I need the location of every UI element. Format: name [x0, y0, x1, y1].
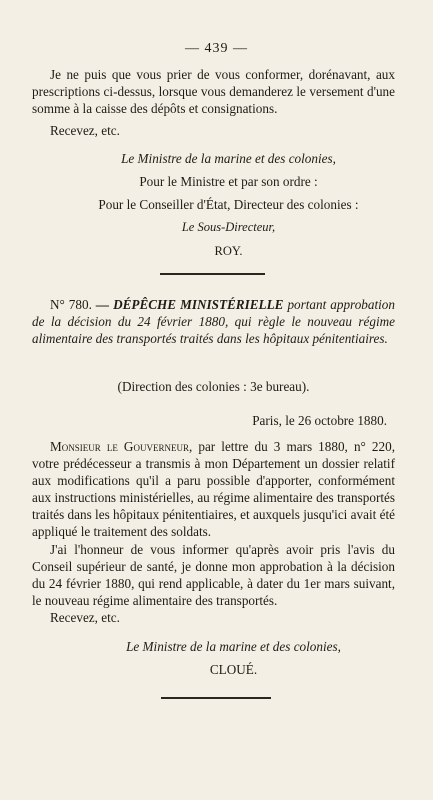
letter1-paragraph: Je ne puis que vous prier de vous conformer, dorénavant, aux prescriptions ci-dessus, lorsque vous demanderez le versement d'une somme à la caisse des dépôts et consignations. — [32, 67, 395, 116]
letter2-salutation: Monsieur le Gouverneur, — [50, 439, 193, 454]
page-number: — 439 — — [185, 41, 248, 56]
section-divider — [160, 273, 265, 275]
letter1-signature-title: Le Ministre de la marine et des colonies, — [121, 151, 336, 166]
letter2-title-rest: portant approbation de la décision du 24 février 1880, qui règle le nouveau régime alimentaire des transportés traités dans les hôpitaux pénitentiaires. — [32, 297, 395, 346]
letter1-signature-line3: Pour le Conseiller d'État, Directeur des colonies : — [98, 197, 359, 212]
letter2-direction: (Direction des colonies : 3e bureau). — [117, 379, 310, 394]
letter1-signature-line2: Pour le Ministre et par son ordre : — [139, 174, 318, 189]
letter2-paragraph2: J'ai l'honneur de vous informer qu'après avoir pris l'avis du Conseil supérieur de santé, je donne mon approbation à la décision du 24 février 1880, qui rend applicable, à dater du 1er mars suivant, le nouveau régime alimentaire des transportés. — [32, 542, 395, 608]
letter1-signature-name: ROY. — [214, 244, 243, 258]
letter2-dateline: Paris, le 26 octobre 1880. — [252, 413, 387, 428]
bottom-divider — [161, 697, 271, 699]
letter2-signature-name: CLOUÉ. — [209, 662, 258, 677]
letter2-closing: Recevez, etc. — [50, 610, 120, 625]
letter1-closing: Recevez, etc. — [50, 123, 120, 138]
letter1-signature-line4: Le Sous-Directeur, — [181, 220, 276, 234]
letter2-paragraph1 — [32, 438, 395, 540]
letter2-paragraph1-text: par lettre du 3 mars 1880, n° 220, votre prédécesseur a transmis à mon Département un dossier relatif aux modifications qu'il a paru possible d'apporter, conformément aux instructions ministérielles, au régime alimentaire des transportés traités dans les hôpitaux pénitentiaires, et auxquels jusqu'ici avait été appliqué le traitement des soldats. — [32, 439, 395, 539]
letter2-title-lead: — DÉPÊCHE MINISTÉRIELLE — [95, 297, 284, 312]
letter2-signature-title: Le Ministre de la marine et des colonies, — [126, 639, 341, 654]
letter2-heading — [32, 296, 395, 347]
letter2-number: N° 780. — [50, 297, 92, 312]
